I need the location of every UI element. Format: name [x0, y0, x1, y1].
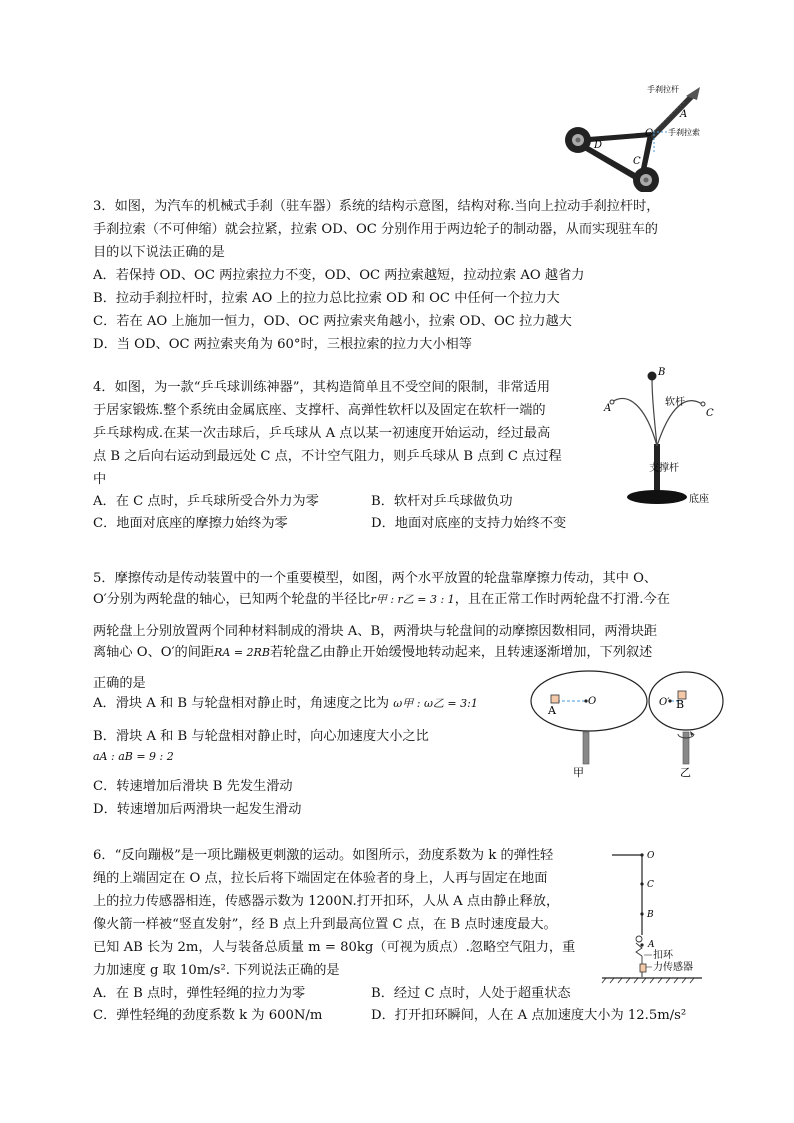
- q5-line4-b: 若轮盘乙由静止开始缓慢地转动起来，且转速逐渐增加，下列叙述: [269, 645, 653, 660]
- q4-option-c: C．地面对底座的摩擦力始终为零: [93, 516, 288, 531]
- label-A: A: [648, 940, 655, 950]
- q4-stem-line3: 乒乓球构成.在某一次击球后，乒乓球从 A 点以某一初速度开始运动，经过最高: [93, 426, 551, 441]
- q6-option-b: B．经过 C 点时，人处于超重状态: [371, 986, 571, 1001]
- reverse-bungee-figure: [592, 846, 722, 988]
- cable-label: 手刹拉索: [668, 128, 700, 137]
- q4-option-d: D．地面对底座的支持力始终不变: [371, 516, 567, 531]
- lever-label: 手刹拉杆: [647, 85, 679, 94]
- label-C: C: [706, 408, 714, 419]
- label-yi: 乙: [680, 766, 691, 779]
- q6-stem-line4: 像火箭一样被“竖直发射”，经 B 点上升到最高位置 C 点，在 B 点时速度最大。: [93, 917, 557, 932]
- q4-stem-line4: 点 B 之后向右运动到最远处 C 点，不计空气阻力，则乒乓球从 B 点到 C 点过程: [93, 449, 562, 464]
- label-D: D: [594, 140, 603, 151]
- label-O: O: [647, 851, 655, 861]
- label-O: O: [588, 696, 597, 707]
- label-A: A: [548, 704, 556, 717]
- handbrake-figure: [560, 82, 740, 192]
- q5-option-b-formula: aA : aB = 9 : 2: [93, 750, 174, 763]
- ring-label: 扣环: [653, 950, 673, 961]
- q5-stem-line2: [93, 590, 670, 610]
- label-O: O: [645, 128, 654, 139]
- q3-stem-line3: 目的以下说法正确的是: [93, 245, 225, 260]
- q6-stem-line3: 上的拉力传感器相连，传感器示数为 1200N.打开扣环，人从 A 点由静止释放，: [93, 894, 560, 909]
- q5-distance-relation: RA = 2RB: [214, 646, 270, 659]
- label-C: C: [647, 880, 654, 890]
- q5-stem-line3: 两轮盘上分别放置两个同种材料制成的滑块 A、B，两滑块与轮盘间的动摩擦因数相同，两滑块距: [93, 624, 658, 639]
- q6-stem-line2: 绳的上端固定在 O 点，拉长后将下端固定在体验者的身上，人再与固定在地面: [93, 871, 548, 886]
- q5-option-c: C．转速增加后滑块 B 先发生滑动: [93, 779, 293, 794]
- q5-line2-b: ，且在正常工作时两轮盘不打滑.今在: [454, 592, 670, 607]
- q3-stem-line2: 手刹拉索（不可伸缩）就会拉紧，拉索 OD、OC 分别作用于两边轮子的制动器，从而实现驻车的: [93, 222, 658, 237]
- q5-option-a-text: A．滑块 A 和 B 与轮盘相对静止时，角速度之比为: [93, 696, 390, 711]
- friction-wheels-figure: [528, 668, 728, 783]
- q5-option-a: [93, 694, 478, 714]
- label-C: C: [633, 156, 641, 167]
- q6-option-c: C．弹性轻绳的劲度系数 k 为 600N/m: [93, 1008, 323, 1023]
- q4-option-b: B．软杆对乒乓球做负功: [371, 494, 513, 509]
- q3-option-d: D．当 OD、OC 两拉索夹角为 60°时，三根拉索的拉力大小相等: [93, 337, 472, 352]
- q5-option-a-formula: ω甲 : ω乙 = 3:1: [393, 697, 478, 710]
- q5-option-d: D．转速增加后两滑块一起发生滑动: [93, 802, 302, 817]
- q5-stem-line4: [93, 643, 652, 663]
- q6-stem-line1: 6．“反向蹦极”是一项比蹦极更刺激的运动。如图所示，劲度系数为 k 的弹性轻: [93, 848, 554, 863]
- base-label: 底座: [689, 494, 709, 505]
- q3-option-a: A．若保持 OD、OC 两拉索拉力不变，OD、OC 两拉索越短，拉动拉索 AO 越省力: [93, 268, 585, 283]
- label-A: A: [604, 403, 612, 414]
- label-A: A: [680, 109, 688, 120]
- label-B: B: [647, 910, 654, 920]
- label-jia: 甲: [573, 766, 584, 779]
- sensor-label: 力传感器: [653, 962, 693, 973]
- pole-label: 支撑杆: [649, 463, 679, 474]
- pingpong-trainer-figure: [598, 366, 728, 516]
- q6-option-a: A．在 B 点时，弹性轻绳的拉力为零: [93, 986, 306, 1001]
- q6-stem-line5: 已知 AB 长为 2m，人与装备总质量 m = 80kg（可视为质点）.忽略空气阻力，重: [93, 940, 576, 955]
- q3-option-c: C．若在 AO 上施加一恒力，OD、OC 两拉索夹角越小，拉索 OD、OC 拉力越大: [93, 314, 572, 329]
- label-B: B: [676, 698, 685, 711]
- q6-option-d: D．打开扣环瞬间，人在 A 点加速度大小为 12.5m/s²: [371, 1008, 687, 1023]
- q4-stem-line1: 4．如图，为一款“乒乓球训练神器”，其构造简单且不受空间的限制，非常适用: [93, 380, 551, 395]
- rod-label: 软杆: [665, 397, 685, 408]
- q3-option-b: B．拉动手刹拉杆时，拉索 AO 上的拉力总比拉索 OD 和 OC 中任何一个拉力大: [93, 291, 560, 306]
- label-O-prime: O′: [659, 697, 670, 708]
- q5-radius-ratio: r甲 : r乙 = 3 : 1: [370, 593, 455, 606]
- q5-stem-line5: 正确的是: [93, 676, 146, 691]
- q5-option-b: B．滑块 A 和 B 与轮盘相对静止时，向心加速度大小之比: [93, 729, 429, 744]
- q3-stem-line1: 3．如图，为汽车的机械式手刹（驻车器）系统的结构示意图，结构对称.当向上拉动手刹拉杆时，: [93, 199, 660, 214]
- q4-stem-line2: 于居家锻炼.整个系统由金属底座、支撑杆、高弹性软杆以及固定在软杆一端的: [93, 403, 546, 418]
- q4-stem-line5: 中: [93, 472, 107, 487]
- q5-line4-a: 离轴心 O、O′的间距: [93, 645, 215, 660]
- label-B: B: [658, 367, 666, 378]
- q4-option-a: A．在 C 点时，乒乓球所受合外力为零: [93, 494, 319, 509]
- q5-stem-line1: 5．摩擦传动是传动装置中的一个重要模型，如图，两个水平放置的轮盘靠摩擦力传动，其中 O、: [93, 571, 658, 586]
- q6-stem-line6: 力加速度 g 取 10m/s². 下列说法正确的是: [93, 963, 340, 978]
- q5-line2-a: O′分别为两轮盘的轴心，已知两个轮盘的半径比: [93, 592, 371, 607]
